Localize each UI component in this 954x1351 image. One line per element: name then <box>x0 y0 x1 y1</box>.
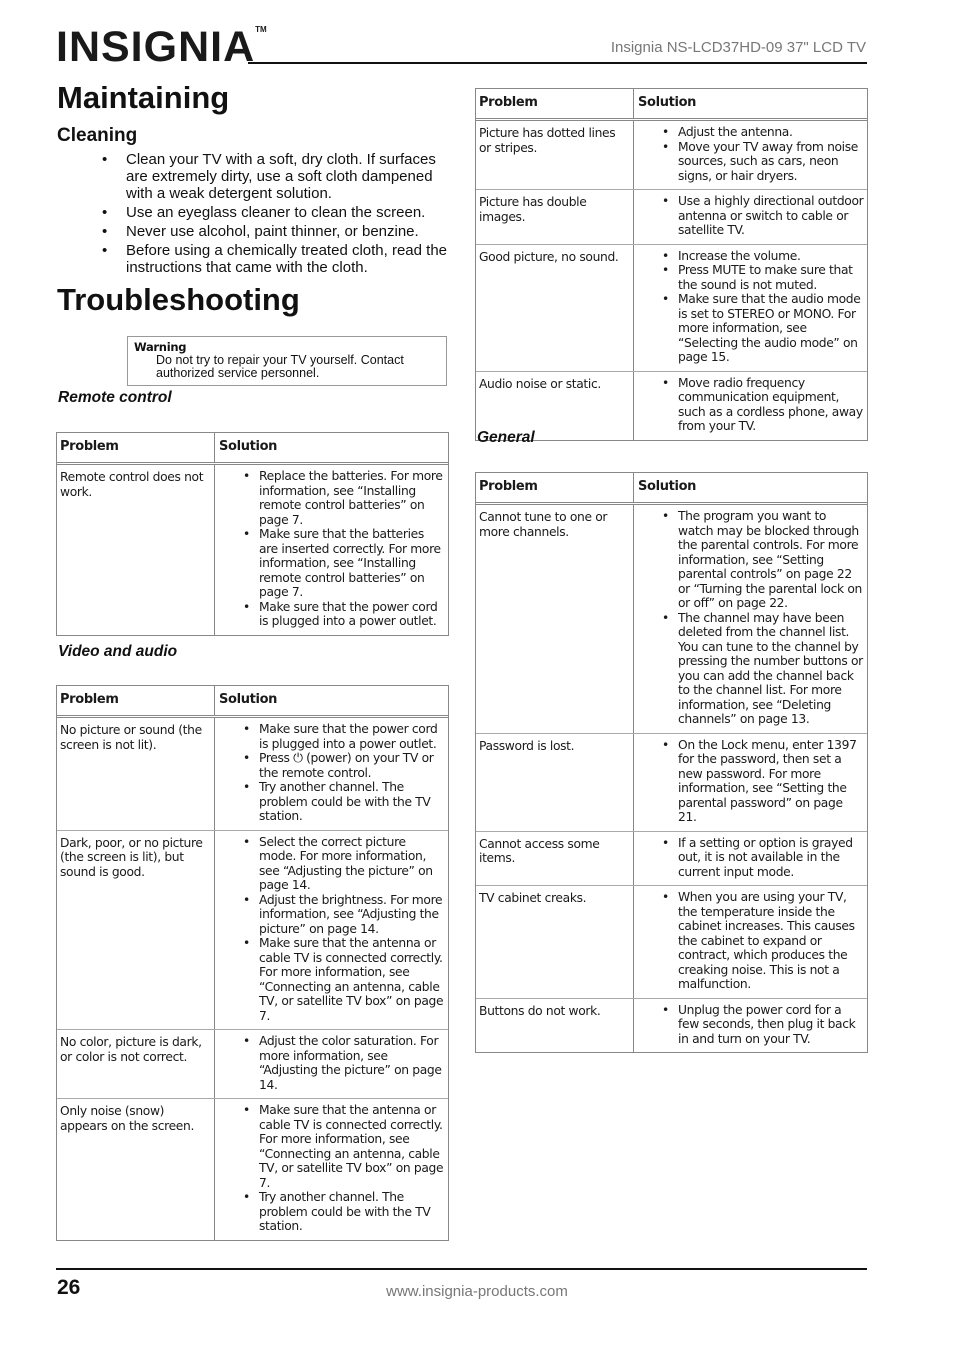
solution-item: • Make sure that the antenna or cable TV is connected correctly. For more information, see “Connecting an antenna, cable TV, or satellite TV box” on page 7. <box>219 936 445 1023</box>
trademark-mark: TM <box>255 25 267 34</box>
problem-cell: Good picture, no sound. <box>476 245 634 371</box>
solution-item: • Make sure that the batteries are inserted correctly. For more information, see “Installing remote control batteries” on page 7. <box>219 527 445 600</box>
solution-item: • Press MUTE to make sure that the sound is not muted. <box>638 263 864 292</box>
solution-item: • Move your TV away from noise sources, such as cars, neon signs, or hair dryers. <box>638 140 864 184</box>
solution-cell <box>634 886 867 998</box>
problem-cell: Only noise (snow) appears on the screen. <box>57 1099 215 1240</box>
table-header <box>476 473 867 505</box>
problem-cell: Cannot access some items. <box>476 832 634 886</box>
solution-cell <box>634 832 867 886</box>
table-row <box>57 1029 448 1098</box>
table-row <box>476 998 867 1053</box>
brand-logo-text: INSIGNIA <box>56 23 256 71</box>
solution-item: • Adjust the brightness. For more information, see “Adjusting the picture” on page 14. <box>219 893 445 937</box>
section-title-maintaining: Maintaining <box>57 80 230 115</box>
problem-header: Problem <box>476 89 634 118</box>
solution-item: • Replace the batteries. For more information, see “Installing remote control batteries” on page 7. <box>219 469 445 527</box>
problem-cell: No picture or sound (the screen is not lit). <box>57 718 215 830</box>
category-title-remote: Remote control <box>58 389 172 406</box>
cleaning-item: • Before using a chemically treated cloth, read the instructions that came with the cloth. <box>100 242 448 276</box>
solution-item: • Try another channel. The problem could be with the TV station. <box>219 780 445 824</box>
solution-cell <box>634 734 867 831</box>
solution-item: • Move radio frequency communication equipment, such as a cordless phone, away from your TV. <box>638 376 864 434</box>
solution-item: • If a setting or option is grayed out, it is not available in the current input mode. <box>638 836 864 880</box>
footer-url: www.insignia-products.com <box>386 1283 568 1300</box>
problem-cell: Password is lost. <box>476 734 634 831</box>
problem-header: Problem <box>476 473 634 502</box>
table-row <box>476 121 867 189</box>
warning-box <box>127 336 447 386</box>
solution-item: • When you are using your TV, the temperature inside the cabinet increases. This causes the cabinet to expand or contract, which produces the creaking noise. This is not a malfunction. <box>638 890 864 992</box>
solution-cell <box>215 831 448 1030</box>
problem-cell: Remote control does not work. <box>57 465 215 635</box>
solution-item: • Adjust the color saturation. For more information, see “Adjusting the picture” on page 14. <box>219 1034 445 1092</box>
solution-item: • Select the correct picture mode. For more information, see “Adjusting the picture” on page 14. <box>219 835 445 893</box>
solution-item: • The channel may have been deleted from the channel list. You can tune to the channel by pressing the number buttons or you can add the channel back to the channel list. For more information, see “Deleting channels” on page 13. <box>638 611 864 727</box>
cleaning-item: • Use an eyeglass cleaner to clean the screen. <box>100 204 448 221</box>
cleaning-item: • Clean your TV with a soft, dry cloth. If surfaces are extremely dirty, use a soft cloth dampened with a weak detergent solution. <box>100 151 448 202</box>
category-title-general: General <box>477 429 535 446</box>
header-rule <box>248 62 867 64</box>
page-number: 26 <box>57 1276 81 1299</box>
solution-cell <box>215 1030 448 1098</box>
subsection-title-cleaning: Cleaning <box>57 125 138 146</box>
problem-header: Problem <box>57 686 215 715</box>
solution-item: • Make sure that the audio mode is set to STEREO or MONO. For more information, see “Selecting the audio mode” on page 15. <box>638 292 864 365</box>
problem-cell: Picture has double images. <box>476 190 634 244</box>
solution-item: • Press ⏻ (power) on your TV or the remote control. <box>219 751 445 780</box>
solution-cell <box>215 1099 448 1240</box>
table-row <box>476 189 867 244</box>
solution-cell <box>215 465 448 635</box>
category-title-video-audio: Video and audio <box>58 643 178 660</box>
solution-cell <box>634 372 867 440</box>
solution-item: • Make sure that the power cord is plugged into a power outlet. <box>219 722 445 751</box>
table-header <box>57 686 448 718</box>
cleaning-list <box>100 151 448 278</box>
solution-header: Solution <box>219 439 278 455</box>
table-row <box>476 733 867 831</box>
solution-item: • Try another channel. The problem could be with the TV station. <box>219 1190 445 1234</box>
brand-logo <box>56 23 267 71</box>
solution-item: • Use a highly directional outdoor antenna or switch to cable or satellite TV. <box>638 194 864 238</box>
solution-header: Solution <box>638 479 697 495</box>
warning-text: Do not try to repair your TV yourself. Contact authorized service personnel. <box>156 353 404 380</box>
problem-cell: Cannot tune to one or more channels. <box>476 505 634 733</box>
problem-cell: Buttons do not work. <box>476 999 634 1053</box>
video-audio-table-continued <box>475 88 868 441</box>
problem-cell: Dark, poor, or no picture (the screen is lit), but sound is good. <box>57 831 215 1030</box>
table-row <box>476 505 867 733</box>
table-row <box>476 831 867 886</box>
remote-table <box>56 432 449 636</box>
general-table <box>475 472 868 1053</box>
solution-cell <box>634 121 867 189</box>
solution-item: • Adjust the antenna. <box>638 125 864 140</box>
solution-header: Solution <box>638 95 697 111</box>
table-row <box>476 244 867 371</box>
table-header <box>476 89 867 121</box>
problem-cell: No color, picture is dark, or color is not correct. <box>57 1030 215 1098</box>
solution-item: • Make sure that the power cord is plugged into a power outlet. <box>219 600 445 629</box>
footer-rule <box>56 1268 867 1270</box>
solution-cell <box>634 245 867 371</box>
problem-cell: Picture has dotted lines or stripes. <box>476 121 634 189</box>
video-audio-table <box>56 685 449 1241</box>
cleaning-item: • Never use alcohol, paint thinner, or benzine. <box>100 223 448 240</box>
solution-item: • On the Lock menu, enter 1397 for the password, then set a new password. For more information, see “Setting the parental password” on page 21. <box>638 738 864 825</box>
solution-cell <box>215 718 448 830</box>
solution-item: • Unplug the power cord for a few seconds, then plug it back in and turn on your TV. <box>638 1003 864 1047</box>
solution-cell <box>634 999 867 1053</box>
table-row <box>57 718 448 830</box>
solution-item: • Make sure that the antenna or cable TV is connected correctly. For more information, see “Connecting an antenna, cable TV, or satellite TV box” on page 7. <box>219 1103 445 1190</box>
table-row <box>476 885 867 998</box>
table-row <box>57 465 448 635</box>
problem-header: Problem <box>57 433 215 462</box>
solution-item: • The program you want to watch may be blocked through the parental controls. For more information, see “Setting parental controls” on page 22 or “Turning the parental lock on or off” on page 22. <box>638 509 864 611</box>
solution-item: • Increase the volume. <box>638 249 864 264</box>
table-row <box>57 830 448 1030</box>
table-row <box>57 1098 448 1240</box>
section-title-troubleshooting: Troubleshooting <box>57 282 300 317</box>
solution-cell <box>634 505 867 733</box>
warning-title: Warning <box>134 340 187 354</box>
problem-cell: Audio noise or static. <box>476 372 634 440</box>
table-header <box>57 433 448 465</box>
problem-cell: TV cabinet creaks. <box>476 886 634 998</box>
header-model: Insignia NS-LCD37HD-09 37" LCD TV <box>610 39 866 56</box>
solution-cell <box>634 190 867 244</box>
solution-header: Solution <box>219 692 278 708</box>
